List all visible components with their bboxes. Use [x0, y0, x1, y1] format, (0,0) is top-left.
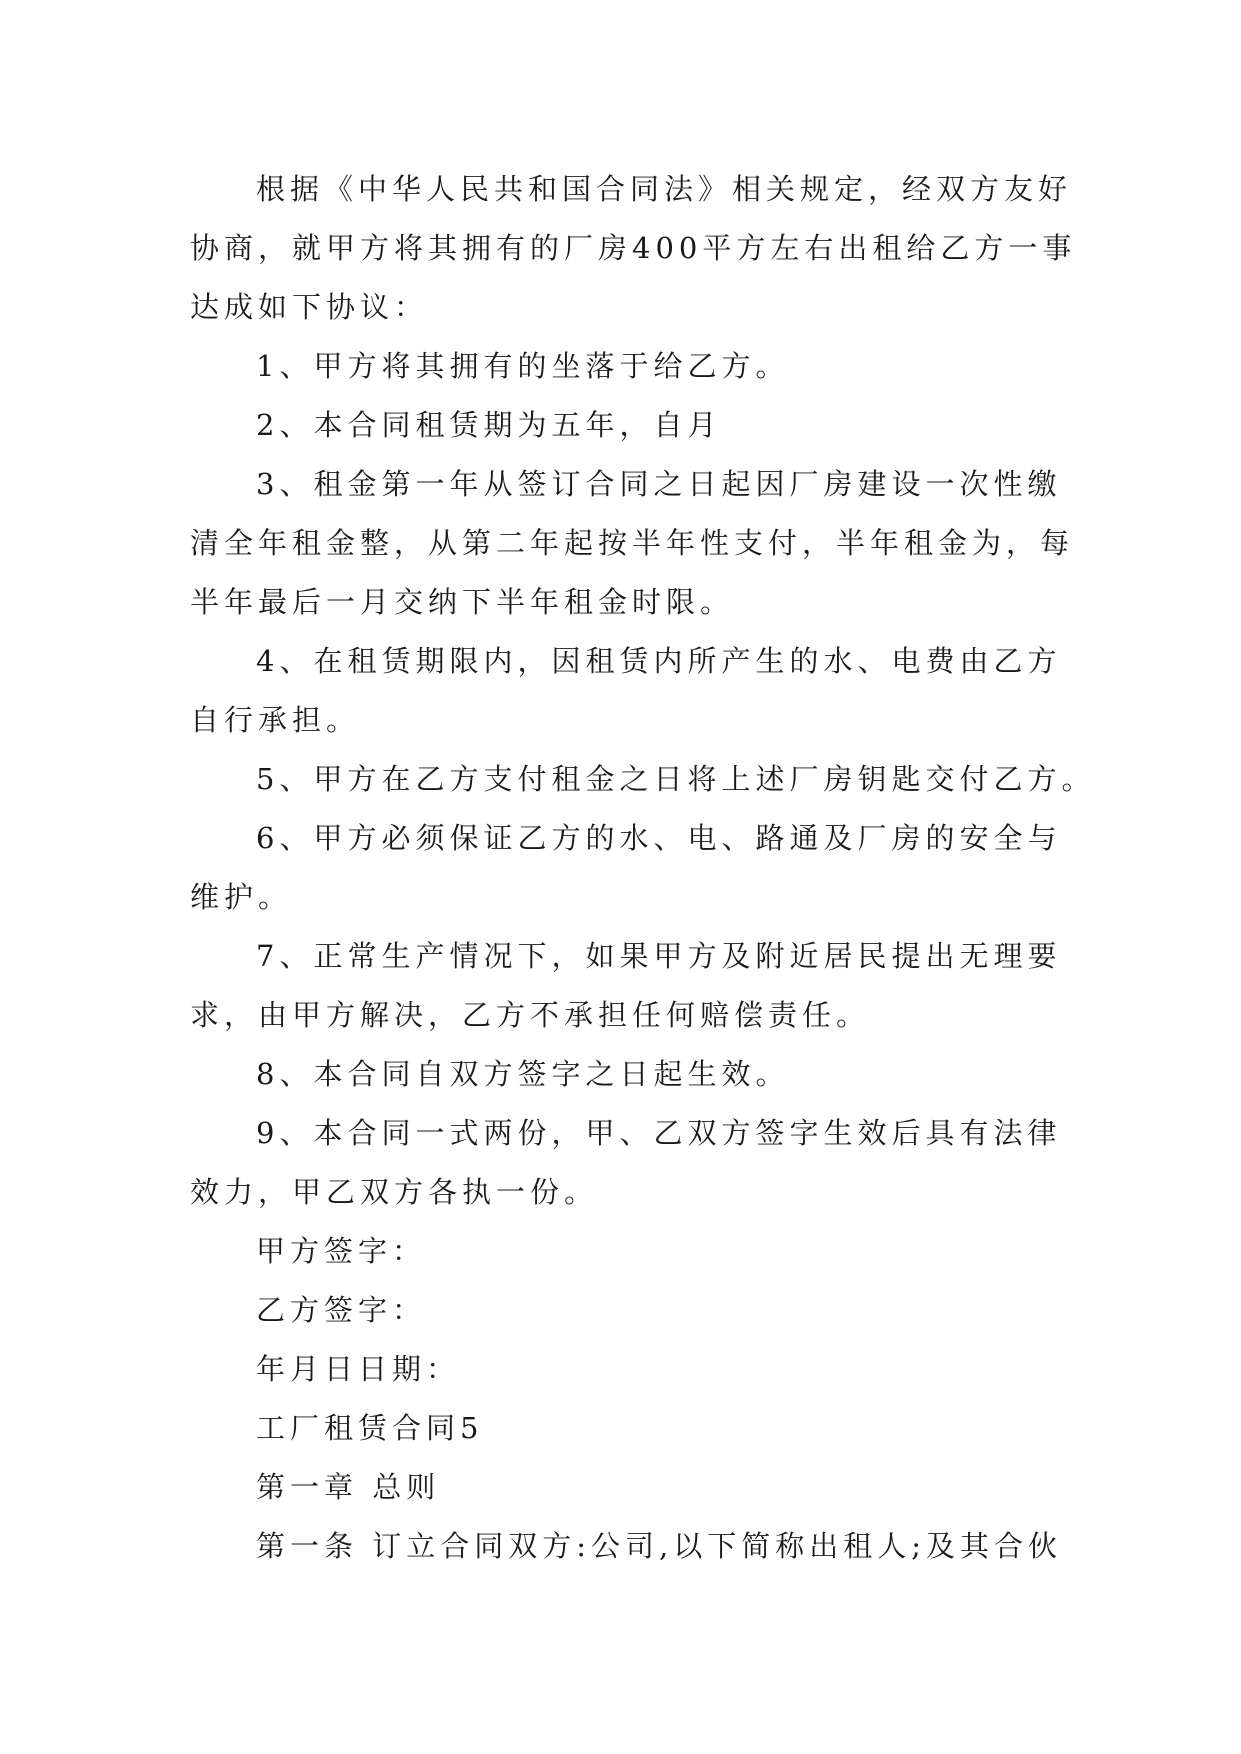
text-line: 5、甲方在乙方支付租金之日将上述厂房钥匙交付乙方。 — [256, 762, 1096, 796]
clause-6 — [190, 809, 1060, 927]
article-1 — [190, 1517, 1060, 1576]
text-line: 达成如下协议： — [190, 290, 429, 324]
text-line: 2、本合同租赁期为五年，自月 — [256, 408, 722, 442]
text-line: 根据《中华人民共和国合同法》相关规定，经双方友好 — [256, 172, 1073, 206]
text-line: 效力，甲乙双方各执一份。 — [190, 1175, 599, 1209]
clause-3 — [190, 455, 1075, 632]
document-body — [190, 160, 1096, 1576]
text-line: 协商，就甲方将其拥有的厂房400平方左右出租给乙方一事 — [190, 231, 1077, 265]
party-b-signature — [190, 1281, 1060, 1340]
clause-1 — [190, 337, 1060, 396]
text-line: 乙方签字： — [256, 1293, 427, 1327]
text-line: 4、在租赁期限内，因租赁内所产生的水、电费由乙方 — [256, 644, 1062, 678]
signature-date — [190, 1340, 1060, 1399]
text-line: 第一章 总则 — [256, 1470, 441, 1504]
text-line: 年月日日期： — [256, 1352, 461, 1386]
text-line: 维护。 — [190, 880, 293, 914]
text-line: 半年最后一月交纳下半年租金时限。 — [190, 585, 735, 619]
clause-8 — [190, 1045, 1060, 1104]
text-line: 第一条 订立合同双方:公司,以下简称出租人;及其合伙 — [256, 1529, 1062, 1563]
party-a-signature — [190, 1222, 1060, 1281]
section-title — [190, 1399, 1060, 1458]
text-line: 9、本合同一式两份，甲、乙双方签字生效后具有法律 — [256, 1116, 1062, 1150]
clause-9 — [190, 1104, 1060, 1222]
clause-5 — [190, 750, 1096, 809]
text-line: 求，由甲方解决，乙方不承担任何赔偿责任。 — [190, 998, 871, 1032]
text-line: 工厂租赁合同5 — [256, 1411, 484, 1445]
text-line: 6、甲方必须保证乙方的水、电、路通及厂房的安全与 — [256, 821, 1062, 855]
clause-7 — [190, 927, 1060, 1045]
text-line: 8、本合同自双方签字之日起生效。 — [256, 1057, 790, 1091]
text-line: 7、正常生产情况下，如果甲方及附近居民提出无理要 — [256, 939, 1062, 973]
clause-4 — [190, 632, 1060, 750]
text-line: 甲方签字： — [256, 1234, 427, 1268]
text-line: 自行承担。 — [190, 703, 361, 737]
text-line: 3、租金第一年从签订合同之日起因厂房建设一次性缴 — [256, 467, 1062, 501]
text-line: 1、甲方将其拥有的坐落于给乙方。 — [256, 349, 790, 383]
clause-2 — [190, 396, 1060, 455]
paragraph-intro — [190, 160, 1077, 337]
text-line: 清全年租金整，从第二年起按半年性支付，半年租金为，每 — [190, 526, 1075, 560]
chapter-heading — [190, 1458, 1060, 1517]
